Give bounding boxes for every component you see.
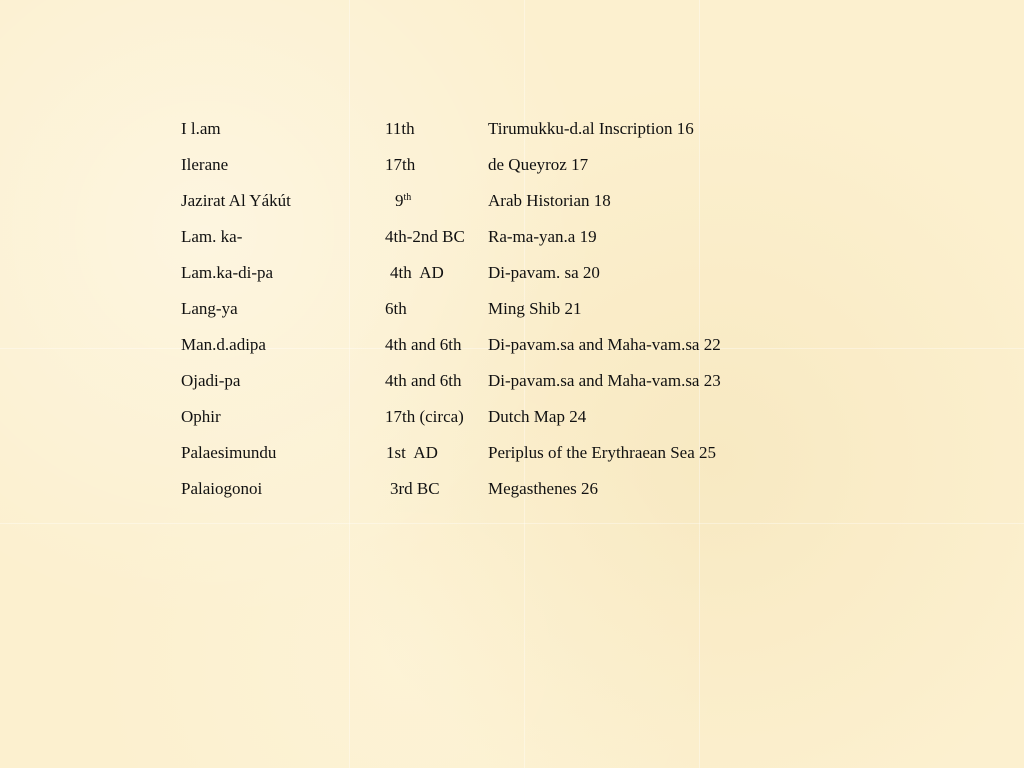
source: Arab Historian 18 <box>488 191 611 210</box>
century: 17th <box>385 155 416 174</box>
century: 4th-2nd BC <box>385 227 465 246</box>
place-name: Lang-ya <box>181 299 238 318</box>
place-name: I l.am <box>181 119 221 138</box>
place-name: Ophir <box>181 407 221 426</box>
place-name: Ojadi-pa <box>181 371 241 390</box>
source: Dutch Map 24 <box>488 407 587 426</box>
source: Megasthenes 26 <box>488 479 599 498</box>
source: Ming Shib 21 <box>488 299 582 318</box>
century: 4th and 6th <box>385 335 462 354</box>
place-name: Lam.ka-di-pa <box>181 263 274 282</box>
place-name: Palaiogonoi <box>181 479 263 498</box>
source: Tirumukku-d.al Inscription 16 <box>488 119 694 138</box>
century: 4th and 6th <box>385 371 462 390</box>
source: Periplus of the Erythraean Sea 25 <box>488 443 717 462</box>
century <box>395 188 411 214</box>
century-number: 9 <box>395 191 404 210</box>
place-name: Palaesimundu <box>181 443 277 462</box>
century-suffix: th <box>403 192 412 203</box>
place-name: Jazirat Al Yákút <box>181 191 291 210</box>
source: de Queyroz 17 <box>488 155 589 174</box>
place-name: Ilerane <box>181 155 229 174</box>
place-name: Man.d.adipa <box>181 335 266 354</box>
century: 1st AD <box>386 443 438 462</box>
source: Di-pavam.sa and Maha-vam.sa 22 <box>488 335 721 354</box>
century: 6th <box>385 299 407 318</box>
century: 17th (circa) <box>385 407 464 426</box>
place-name: Lam. ka- <box>181 227 243 246</box>
century: 3rd BC <box>390 479 440 498</box>
century: 4th AD <box>390 263 444 282</box>
century: 11th <box>385 119 415 138</box>
source: Di-pavam. sa 20 <box>488 263 600 282</box>
source: Di-pavam.sa and Maha-vam.sa 23 <box>488 371 721 390</box>
source: Ra-ma-yan.a 19 <box>488 227 597 246</box>
